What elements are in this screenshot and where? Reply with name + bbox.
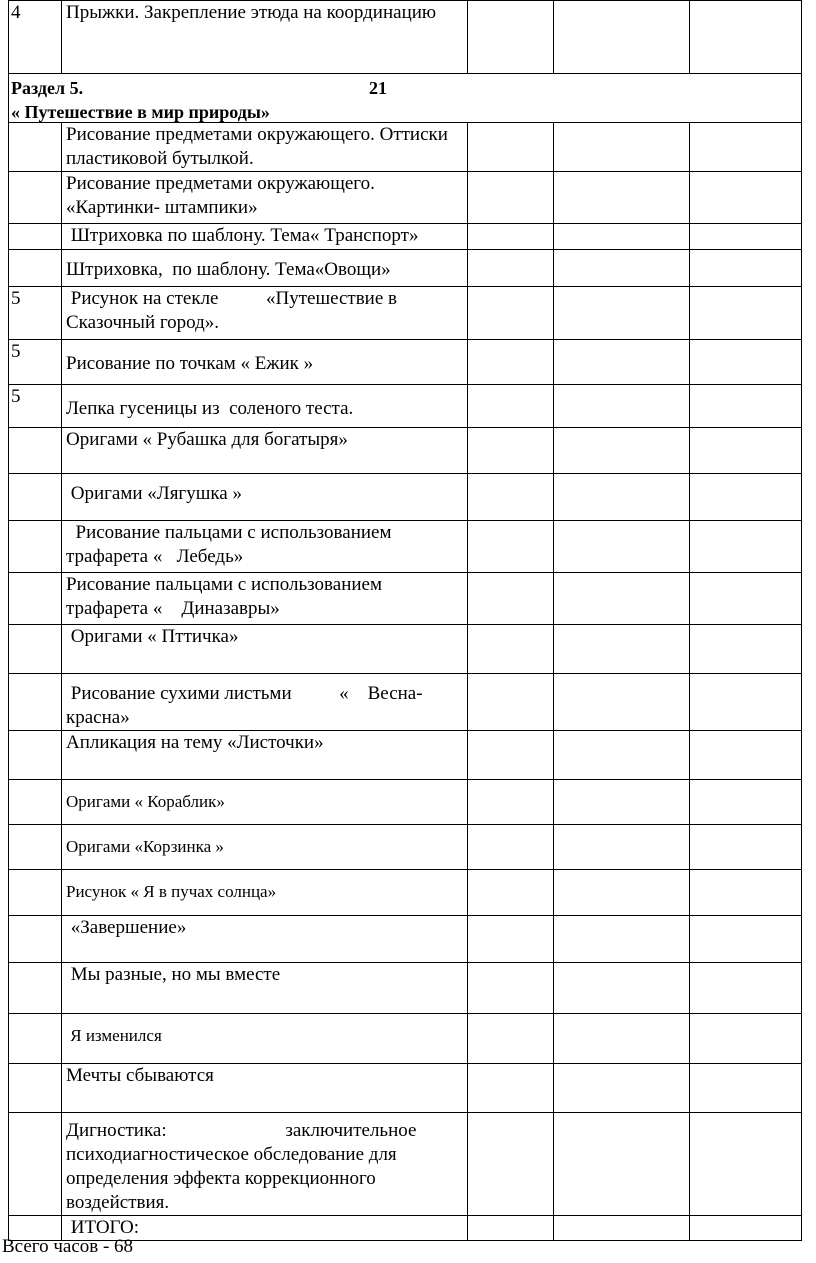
empty-cell <box>690 780 802 825</box>
row-number <box>9 428 62 474</box>
row-number <box>9 224 62 250</box>
empty-cell <box>690 250 802 287</box>
row-number: 5 <box>9 340 62 385</box>
section-label: Раздел 5. <box>11 78 84 98</box>
empty-cell <box>690 825 802 870</box>
table-row <box>9 428 802 474</box>
table-row <box>9 250 802 287</box>
empty-cell <box>554 521 690 573</box>
empty-cell <box>554 1014 690 1064</box>
row-topic: Оригами «Корзинка » <box>62 825 468 870</box>
empty-cell <box>690 521 802 573</box>
empty-cell <box>468 428 554 474</box>
empty-cell <box>468 731 554 780</box>
empty-cell <box>690 573 802 625</box>
row-number: 5 <box>9 287 62 340</box>
table-row <box>9 825 802 870</box>
empty-cell <box>690 428 802 474</box>
empty-cell <box>554 428 690 474</box>
empty-cell <box>468 1113 554 1216</box>
empty-cell <box>554 573 690 625</box>
row-number: 5 <box>9 385 62 428</box>
empty-cell <box>468 340 554 385</box>
row-number <box>9 916 62 963</box>
table-row <box>9 123 802 172</box>
row-topic: Рисование пальцами с использованием трафарета « Лебедь» <box>62 521 468 573</box>
empty-cell <box>468 1064 554 1113</box>
row-topic: Рисование пальцами с использованием трафарета « Диназавры» <box>62 573 468 625</box>
row-number: 4 <box>9 1 62 74</box>
row-topic: Дигностика: заключительное психодиагностическое обследование для определения эффекта коррекционного воздействия. <box>62 1113 468 1216</box>
table-row <box>9 625 802 674</box>
row-number <box>9 250 62 287</box>
table-row <box>9 340 802 385</box>
table-row <box>9 916 802 963</box>
empty-cell <box>468 674 554 731</box>
row-number <box>9 731 62 780</box>
table-row <box>9 780 802 825</box>
empty-cell <box>554 916 690 963</box>
row-number <box>9 1064 62 1113</box>
empty-cell <box>690 474 802 521</box>
row-number <box>9 172 62 224</box>
row-topic: Рисование предметами окружающего. Оттиски пластиковой бутылкой. <box>62 123 468 172</box>
program-table <box>8 0 802 1241</box>
row-number <box>9 825 62 870</box>
section-hours: 21 <box>369 78 387 98</box>
empty-cell <box>554 625 690 674</box>
empty-cell <box>690 1113 802 1216</box>
row-number <box>9 780 62 825</box>
empty-cell <box>468 123 554 172</box>
empty-cell <box>690 172 802 224</box>
empty-cell <box>468 172 554 224</box>
empty-cell <box>554 870 690 916</box>
row-topic: Оригами « Рубашка для богатыря» <box>62 428 468 474</box>
empty-cell <box>554 1064 690 1113</box>
row-topic: Оригами «Лягушка » <box>62 474 468 521</box>
section-row <box>9 74 802 123</box>
empty-cell <box>554 224 690 250</box>
empty-cell <box>554 172 690 224</box>
empty-cell <box>554 474 690 521</box>
empty-cell <box>554 287 690 340</box>
table-row <box>9 963 802 1014</box>
empty-cell <box>690 916 802 963</box>
total-hours: Всего часов - 68 <box>2 1236 134 1257</box>
empty-cell <box>690 870 802 916</box>
row-number <box>9 474 62 521</box>
row-number <box>9 1014 62 1064</box>
empty-cell <box>468 287 554 340</box>
table-row <box>9 172 802 224</box>
row-topic: Прыжки. Закрепление этюда на координацию <box>62 1 468 74</box>
empty-cell <box>690 625 802 674</box>
row-topic: Лепка гусеницы из соленого теста. <box>62 385 468 428</box>
empty-cell <box>690 1216 802 1241</box>
row-topic: Рисование по точкам « Ежик » <box>62 340 468 385</box>
empty-cell <box>554 731 690 780</box>
table-row <box>9 1064 802 1113</box>
empty-cell <box>690 731 802 780</box>
table-row <box>9 521 802 573</box>
table-row <box>9 870 802 916</box>
empty-cell <box>468 870 554 916</box>
row-topic: Мечты сбываются <box>62 1064 468 1113</box>
empty-cell <box>554 1113 690 1216</box>
empty-cell <box>468 250 554 287</box>
row-number <box>9 1113 62 1216</box>
empty-cell <box>468 625 554 674</box>
table-row <box>9 224 802 250</box>
empty-cell <box>468 916 554 963</box>
table-row <box>9 1113 802 1216</box>
table-row <box>9 287 802 340</box>
empty-cell <box>468 963 554 1014</box>
empty-cell <box>468 521 554 573</box>
empty-cell <box>690 385 802 428</box>
row-topic: Штриховка, по шаблону. Тема«Овощи» <box>62 250 468 287</box>
empty-cell <box>690 1 802 74</box>
row-topic: ИТОГО: <box>62 1216 468 1241</box>
row-number <box>9 674 62 731</box>
row-number <box>9 573 62 625</box>
row-number <box>9 625 62 674</box>
row-topic: Апликация на тему «Листочки» <box>62 731 468 780</box>
row-topic: Мы разные, но мы вместе <box>62 963 468 1014</box>
empty-cell <box>554 1216 690 1241</box>
row-number <box>9 870 62 916</box>
empty-cell <box>690 123 802 172</box>
row-topic: Я изменился <box>62 1014 468 1064</box>
empty-cell <box>690 1014 802 1064</box>
table-row <box>9 474 802 521</box>
table-row <box>9 674 802 731</box>
empty-cell <box>468 1 554 74</box>
row-number <box>9 123 62 172</box>
empty-cell <box>468 1014 554 1064</box>
empty-cell <box>468 825 554 870</box>
empty-cell <box>690 287 802 340</box>
row-topic: Рисование сухими листьми « Весна-красна» <box>62 674 468 731</box>
empty-cell <box>468 474 554 521</box>
empty-cell <box>554 1 690 74</box>
row-number <box>9 521 62 573</box>
row-topic: Рисунок « Я в пучах солнца» <box>62 870 468 916</box>
empty-cell <box>468 224 554 250</box>
empty-cell <box>468 1216 554 1241</box>
empty-cell <box>554 825 690 870</box>
empty-cell <box>468 385 554 428</box>
empty-cell <box>554 250 690 287</box>
empty-cell <box>468 573 554 625</box>
row-topic: Оригами « Пттичка» <box>62 625 468 674</box>
empty-cell <box>554 963 690 1014</box>
empty-cell <box>690 1064 802 1113</box>
empty-cell <box>690 674 802 731</box>
row-topic: «Завершение» <box>62 916 468 963</box>
table-row <box>9 1014 802 1064</box>
table-row <box>9 1 802 74</box>
empty-cell <box>690 340 802 385</box>
empty-cell <box>554 674 690 731</box>
section-title: « Путешествие в мир природы» <box>11 102 270 122</box>
row-topic: Штриховка по шаблону. Тема« Транспорт» <box>62 224 468 250</box>
table-row <box>9 573 802 625</box>
row-topic: Рисунок на стекле «Путешествие в Сказочный город». <box>62 287 468 340</box>
row-number <box>9 963 62 1014</box>
empty-cell <box>554 780 690 825</box>
empty-cell <box>468 780 554 825</box>
empty-cell <box>554 340 690 385</box>
empty-cell <box>690 963 802 1014</box>
row-topic: Рисование предметами окружающего. «Картинки- штампики» <box>62 172 468 224</box>
empty-cell <box>690 224 802 250</box>
table-row <box>9 385 802 428</box>
row-topic: Оригами « Кораблик» <box>62 780 468 825</box>
empty-cell <box>554 123 690 172</box>
table-row <box>9 731 802 780</box>
empty-cell <box>554 385 690 428</box>
